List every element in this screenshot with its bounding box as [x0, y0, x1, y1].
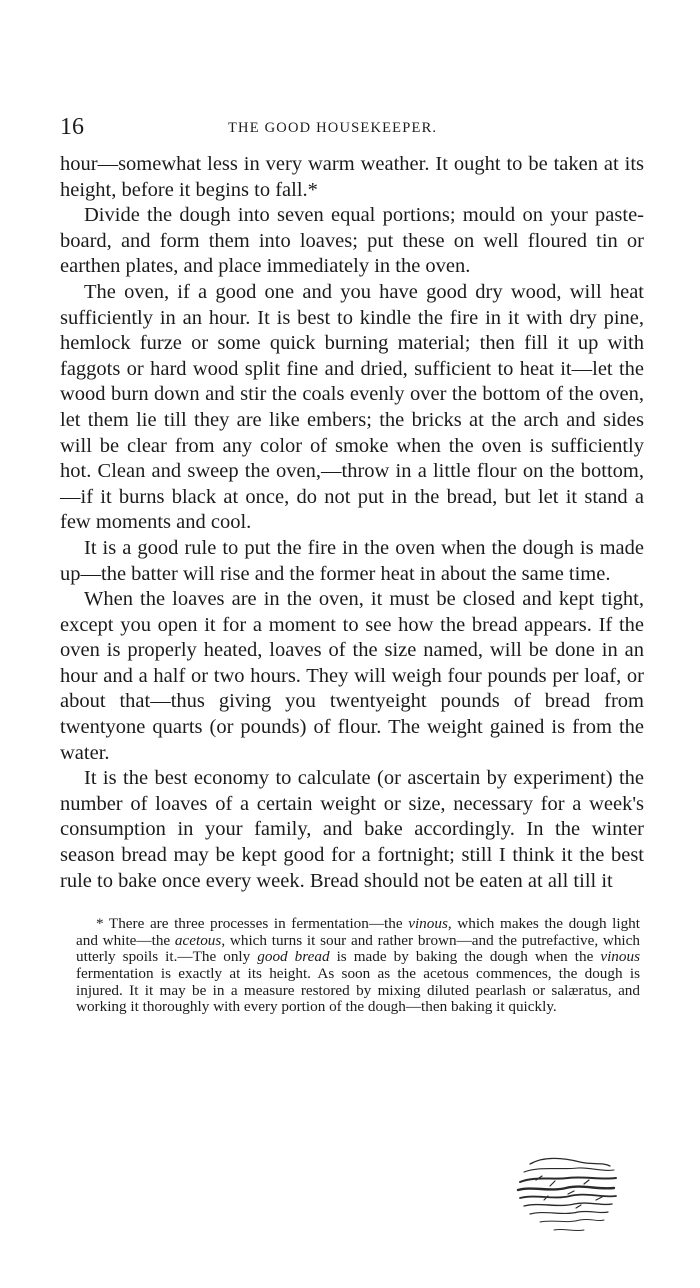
footnote-term-acetous: acetous [174, 931, 222, 949]
footnote-term-vinous: vinous [600, 948, 640, 966]
footnote-segment: fermentation is exactly at its height. As soon as the acetous commences, the dough is injured. It it may be in a measure restored by mixing diluted pearlash or salæratus, and working it thoroughly with every portion of the dough—then baking it quickly. [76, 965, 640, 1016]
page-header [60, 112, 644, 146]
footnote-segment: is made by baking the dough when the [329, 948, 601, 966]
book-page [60, 112, 644, 1016]
engraved-vignette-ornament-icon [510, 1150, 620, 1242]
running-head: THE GOOD HOUSEKEEPER. [228, 120, 438, 136]
footnote-term-good-bread: good bread [257, 948, 330, 966]
body-text [60, 152, 644, 894]
footnote-segment: , which makes the dough light and white—the [76, 915, 640, 949]
paragraph: hour—somewhat less in very warm weather. It ought to be taken at its height, before it begins to fall.* [60, 153, 644, 201]
paragraph: It is the best economy to calculate (or ascertain by experiment) the number of loaves of a certain weight or size, necessary for a week's consumption in your family, and bake accordingly. In the winter season bread may be kept good for a fortnight; still I think it the best rule to bake once every week. Bread should not be eaten at all till it [60, 767, 644, 892]
footnote [60, 916, 644, 1016]
page-number: 16 [60, 114, 84, 140]
footnote-term-vinous: vinous [408, 915, 448, 933]
footnote-segment: , which turns it sour and rather brown—and the putrefactive, which utterly spoils it.—The only [76, 931, 640, 966]
paragraph: It is a good rule to put the fire in the oven when the dough is made up—the batter will rise and the former heat in about the same time. [60, 536, 644, 585]
paragraph: Divide the dough into seven equal portions; mould on your paste-board, and form them into loaves; put these on well floured tin or earthen plates, and place immediately in the oven. [60, 204, 644, 278]
footnote-segment: * There are three processes in fermentation—the [96, 915, 409, 933]
paragraph: When the loaves are in the oven, it must be closed and kept tight, except you open it for a moment to see how the bread appears. If the oven is properly heated, loaves of the size named, will be done in an hour and a half or two hours. They will weigh four pounds per loaf, or about that—thus giving you twentyeight pounds of bread from twentyone quarts (or pounds) of flour. The weight gained is from the water. [60, 588, 644, 764]
paragraph: The oven, if a good one and you have good dry wood, will heat sufficiently in an hour. It is best to kindle the fire in it with dry pine, hemlock furze or some quick burning material; then fill it up with faggots or hard wood split fine and dried, sufficient to heat it—let the wood burn down and stir the coals evenly over the bottom of the oven, let them lie till they are like embers; the bricks at the arch and sides will be clear from any color of smoke when the oven is sufficiently hot. Clean and sweep the oven,—throw in a little flour on the bottom,—if it burns black at once, do not put in the bread, but let it stand a few moments and cool. [60, 280, 644, 534]
footnote-text [76, 916, 640, 1016]
